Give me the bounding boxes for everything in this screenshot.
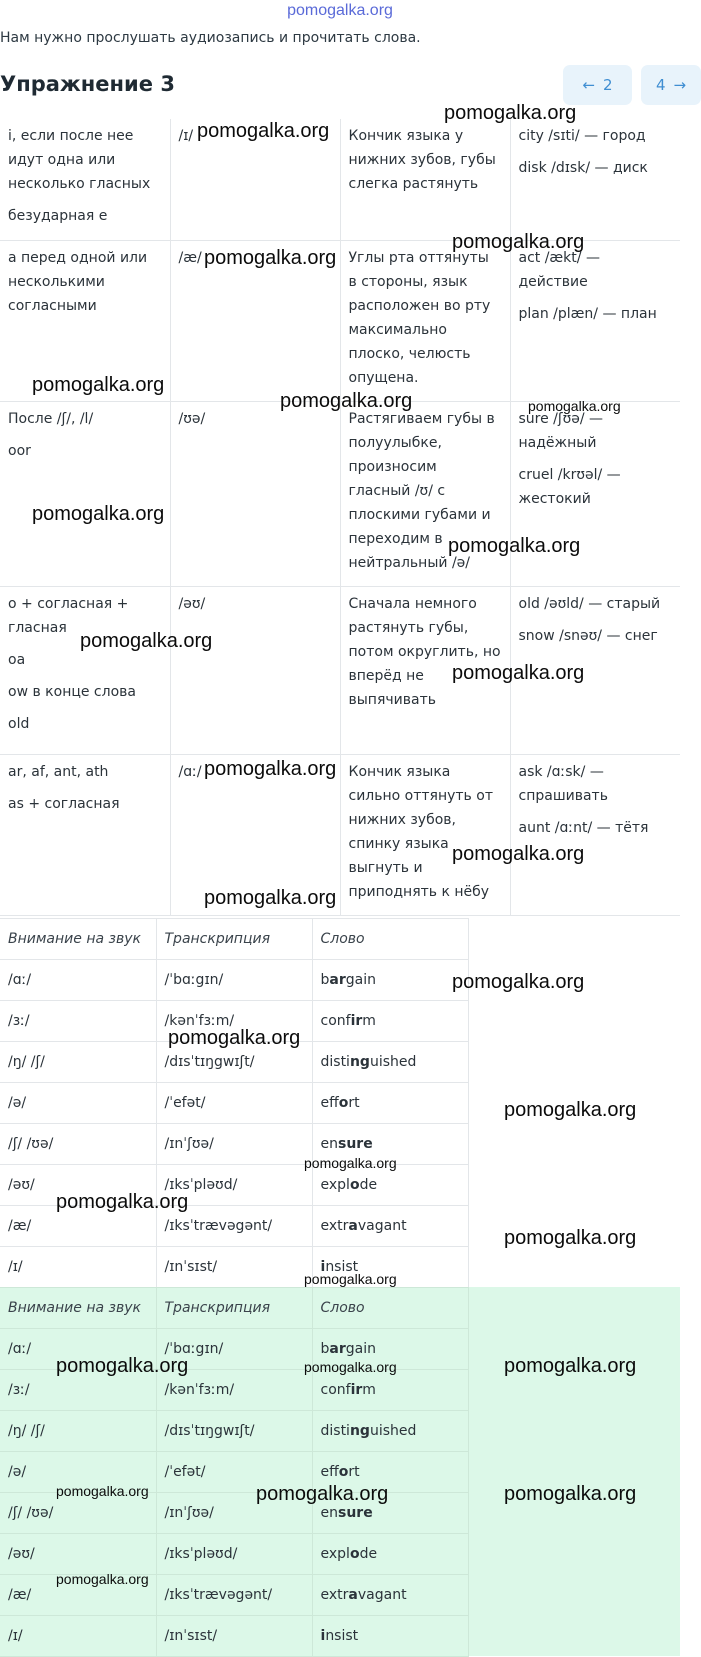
watermark: pomogalka.org xyxy=(56,1355,189,1377)
watermark: pomogalka.org xyxy=(204,758,337,780)
word-part: en xyxy=(320,1136,338,1152)
word-part: nsist xyxy=(325,1628,359,1644)
watermark: pomogalka.org xyxy=(197,120,330,142)
rule-spelling-cell xyxy=(0,119,170,240)
column-header: Слово xyxy=(312,919,468,960)
rule-example: cruel /krʊəl/ — жестокий xyxy=(518,466,621,507)
transcription-cell: /dɪsˈtɪŋgwɪʃt/ xyxy=(156,1411,312,1452)
word-highlight: ir xyxy=(350,1013,363,1029)
arrow-right-icon: → xyxy=(673,76,687,94)
transcription-cell: /ɪnˈsɪst/ xyxy=(156,1247,312,1288)
word-cell xyxy=(312,1411,468,1452)
table-row xyxy=(0,1616,468,1657)
rule-sound-cell: /æ/ xyxy=(170,240,340,401)
rule-spelling-line: безударная e xyxy=(8,208,108,224)
sound-cell: /əʊ/ xyxy=(0,1534,156,1575)
word-part: conf xyxy=(320,1013,351,1029)
word-highlight: ng xyxy=(349,1423,370,1439)
word-part: de xyxy=(359,1177,378,1193)
transcription-cell: /ɪksˈpləʊd/ xyxy=(156,1534,312,1575)
sound-cell: /ɪ/ xyxy=(0,1616,156,1657)
word-cell xyxy=(312,1575,468,1616)
rule-articulation-cell: Растягиваем губы в полуулыбке, произносим гласный /ʊ/ с плоскими губами и переходим в нейтральный /ə/ xyxy=(340,401,510,586)
watermark: pomogalka.org xyxy=(504,1227,637,1249)
word-cell xyxy=(312,960,468,1001)
rule-spelling-line: ow в конце слова xyxy=(8,683,136,700)
watermark: pomogalka.org xyxy=(32,374,165,396)
word-highlight: ir xyxy=(350,1382,363,1398)
word-part: gain xyxy=(345,972,376,988)
watermark: pomogalka.org xyxy=(452,843,585,865)
rule-spelling-cell xyxy=(0,586,170,754)
word-highlight: a xyxy=(348,1218,358,1234)
watermark: pomogalka.org xyxy=(504,1483,637,1505)
sound-cell: /ɑː/ xyxy=(0,960,156,1001)
sound-cell: /ʃ/ /ʊə/ xyxy=(0,1493,156,1534)
rule-spelling-line: После /ʃ/, /l/ xyxy=(8,410,94,427)
word-highlight: o xyxy=(338,1095,349,1111)
next-exercise-label: 4 xyxy=(655,76,666,94)
word-part: m xyxy=(362,1382,376,1398)
sound-cell: /ɑː/ xyxy=(0,1329,156,1370)
word-part: nsist xyxy=(325,1259,359,1275)
rule-spelling-line: as + согласная xyxy=(8,795,120,812)
sound-cell: /ŋ/ /ʃ/ xyxy=(0,1411,156,1452)
rule-spelling-line: oor xyxy=(8,442,31,459)
sound-cell: /æ/ xyxy=(0,1575,156,1616)
word-cell xyxy=(312,1206,468,1247)
watermark: pomogalka.org xyxy=(444,102,577,124)
watermark: pomogalka.org xyxy=(204,887,337,909)
transcription-cell: /ˈbɑːgɪn/ xyxy=(156,960,312,1001)
word-highlight: i xyxy=(320,1628,326,1644)
rule-example: ask /ɑːsk/ — спрашивать xyxy=(518,763,608,804)
word-part: rt xyxy=(348,1095,360,1111)
column-header: Внимание на звук xyxy=(0,919,156,960)
column-header: Внимание на звук xyxy=(0,1288,156,1329)
watermark: pomogalka.org xyxy=(280,390,413,412)
watermark: pomogalka.org xyxy=(204,247,337,269)
transcription-cell: /ˈefət/ xyxy=(156,1452,312,1493)
watermark: pomogalka.org xyxy=(528,398,621,414)
rule-articulation-cell: Кончик языка сильно оттянуть от нижних зубов, спинку языка выгнуть и приподнять к нёбу xyxy=(340,754,510,915)
rule-example: snow /snəʊ/ — снег xyxy=(518,627,658,644)
watermark: pomogalka.org xyxy=(80,630,213,652)
watermark: pomogalka.org xyxy=(56,1571,149,1587)
transcription-cell: /kənˈfɜːm/ xyxy=(156,1370,312,1411)
table-row xyxy=(0,960,468,1001)
transcription-cell: /ɪksˈtrævəgənt/ xyxy=(156,1206,312,1247)
sound-cell: /ɜː/ xyxy=(0,1001,156,1042)
word-highlight: o xyxy=(338,1464,349,1480)
rule-articulation-cell: Кончик языка у нижних зубов, губы слегка растянуть xyxy=(340,119,510,240)
word-cell xyxy=(312,1616,468,1657)
word-part: gain xyxy=(345,1341,376,1357)
rule-spelling-line: ar, af, ant, ath xyxy=(8,763,109,780)
watermark: pomogalka.org xyxy=(504,1099,637,1121)
transcription-cell: /ˈefət/ xyxy=(156,1083,312,1124)
rule-row xyxy=(0,401,680,586)
rule-articulation-cell: Углы рта оттянуты в стороны, язык расположен во рту максимально плоско, челюсть опущена. xyxy=(340,240,510,401)
rule-examples-cell xyxy=(510,240,680,401)
column-header: Слово xyxy=(312,1288,468,1329)
rule-sound-cell: /ɑː/ xyxy=(170,754,340,915)
sound-cell: /əʊ/ xyxy=(0,1165,156,1206)
watermark: pomogalka.org xyxy=(452,662,585,684)
watermark: pomogalka.org xyxy=(56,1191,189,1213)
word-part: en xyxy=(320,1505,338,1521)
rule-spelling-line: i, если после нее идут одна или несколько гласных xyxy=(8,128,151,192)
word-highlight: ar xyxy=(329,972,346,988)
rule-example: aunt /ɑːnt/ — тётя xyxy=(518,819,649,836)
word-part: disti xyxy=(320,1054,350,1070)
rule-example: act /ækt/ — действие xyxy=(518,249,600,290)
word-part: vagant xyxy=(357,1218,407,1234)
rule-sound-cell: /ʊə/ xyxy=(170,401,340,586)
word-cell xyxy=(312,1042,468,1083)
watermark: pomogalka.org xyxy=(32,503,165,525)
word-highlight: i xyxy=(320,1259,326,1275)
site-watermark-header: pomogalka.org xyxy=(287,2,393,19)
word-part: m xyxy=(362,1013,376,1029)
table-row xyxy=(0,1083,468,1124)
word-part: vagant xyxy=(357,1587,407,1603)
exercise-title: Упражнение 3 xyxy=(0,72,175,96)
sound-cell: /ŋ/ /ʃ/ xyxy=(0,1042,156,1083)
rule-examples-cell xyxy=(510,401,680,586)
rule-example: disk /dɪsk/ — диск xyxy=(518,160,648,176)
rule-row xyxy=(0,754,680,915)
rule-spelling-line: oa xyxy=(8,651,26,668)
word-part: extr xyxy=(320,1587,349,1603)
sound-cell: /ə/ xyxy=(0,1452,156,1493)
watermark: pomogalka.org xyxy=(304,1155,397,1171)
watermark: pomogalka.org xyxy=(452,231,585,253)
words-table-answer xyxy=(0,1287,469,1657)
word-highlight: ng xyxy=(349,1054,370,1070)
prev-exercise-button[interactable] xyxy=(563,65,632,105)
transcription-cell: /ɪnˈʃʊə/ xyxy=(156,1493,312,1534)
rule-example: sure /ʃʊə/ — надёжный xyxy=(518,410,604,451)
rule-articulation-cell: Сначала немного растянуть губы, потом округлить, но вперёд не выпячивать xyxy=(340,586,510,754)
word-part: expl xyxy=(320,1546,350,1562)
transcription-cell: /ˈbɑːgɪn/ xyxy=(156,1329,312,1370)
sound-cell: /ʃ/ /ʊə/ xyxy=(0,1124,156,1165)
rule-example: city /sɪti/ — город xyxy=(518,128,646,144)
rule-examples-cell xyxy=(510,754,680,915)
watermark: pomogalka.org xyxy=(168,1027,301,1049)
intro-text: Нам нужно прослушать аудиозапись и прочитать слова. xyxy=(0,30,421,46)
rule-spelling-line: old xyxy=(8,715,30,732)
word-highlight: sure xyxy=(338,1136,373,1152)
table-row xyxy=(0,1534,468,1575)
column-header: Транскрипция xyxy=(156,1288,312,1329)
rule-sound-cell: /əʊ/ xyxy=(170,586,340,754)
transcription-cell: /ɪnˈsɪst/ xyxy=(156,1616,312,1657)
transcription-cell: /ɪksˈtrævəgənt/ xyxy=(156,1575,312,1616)
words-table xyxy=(0,918,469,1288)
rule-example: plan /plæn/ — план xyxy=(518,305,657,322)
word-part: de xyxy=(359,1546,378,1562)
rule-row xyxy=(0,119,680,240)
table-row xyxy=(0,1247,468,1288)
next-exercise-button[interactable] xyxy=(641,65,701,105)
word-highlight: o xyxy=(349,1177,360,1193)
column-header: Транскрипция xyxy=(156,919,312,960)
watermark: pomogalka.org xyxy=(304,1359,397,1375)
word-cell xyxy=(312,1534,468,1575)
word-cell xyxy=(312,1001,468,1042)
word-part: rt xyxy=(348,1464,360,1480)
word-part: uished xyxy=(369,1423,417,1439)
word-part: expl xyxy=(320,1177,350,1193)
rule-spelling-line: o + согласная + гласная xyxy=(8,595,129,636)
transcription-cell: /kənˈfɜːm/ xyxy=(156,1001,312,1042)
table-row xyxy=(0,1411,468,1452)
watermark: pomogalka.org xyxy=(256,1483,389,1505)
sound-cell: /ɜː/ xyxy=(0,1370,156,1411)
word-highlight: ar xyxy=(329,1341,346,1357)
watermark: pomogalka.org xyxy=(452,971,585,993)
watermark: pomogalka.org xyxy=(56,1483,149,1499)
sound-cell: /ɪ/ xyxy=(0,1247,156,1288)
word-part: eff xyxy=(320,1464,339,1480)
rule-examples-cell xyxy=(510,119,680,240)
word-part: eff xyxy=(320,1095,339,1111)
word-part: b xyxy=(320,972,330,988)
prev-exercise-label: 2 xyxy=(603,76,613,94)
word-part: uished xyxy=(369,1054,417,1070)
rule-spelling-cell xyxy=(0,401,170,586)
word-part: extr xyxy=(320,1218,349,1234)
word-cell xyxy=(312,1370,468,1411)
word-part: disti xyxy=(320,1423,350,1439)
arrow-left-icon: ← xyxy=(582,76,596,94)
word-cell xyxy=(312,1083,468,1124)
rule-spelling-cell xyxy=(0,754,170,915)
word-highlight: sure xyxy=(338,1505,373,1521)
rule-example: old /əʊld/ — старый xyxy=(518,595,661,612)
transcription-cell: /dɪsˈtɪŋgwɪʃt/ xyxy=(156,1042,312,1083)
watermark: pomogalka.org xyxy=(504,1355,637,1377)
rule-sound-cell: /ɪ/ xyxy=(170,119,340,240)
table-row xyxy=(0,1124,468,1165)
rule-spelling-line: a перед одной или несколькими согласными xyxy=(8,249,148,314)
word-part: conf xyxy=(320,1382,351,1398)
watermark: pomogalka.org xyxy=(448,535,581,557)
transcription-cell: /ɪnˈʃʊə/ xyxy=(156,1124,312,1165)
watermark: pomogalka.org xyxy=(304,1271,397,1287)
word-highlight: o xyxy=(349,1546,360,1562)
word-highlight: a xyxy=(348,1587,358,1603)
transcription-cell: /ɪksˈpləʊd/ xyxy=(156,1165,312,1206)
sound-cell: /ə/ xyxy=(0,1083,156,1124)
word-part: b xyxy=(320,1341,330,1357)
sound-cell: /æ/ xyxy=(0,1206,156,1247)
